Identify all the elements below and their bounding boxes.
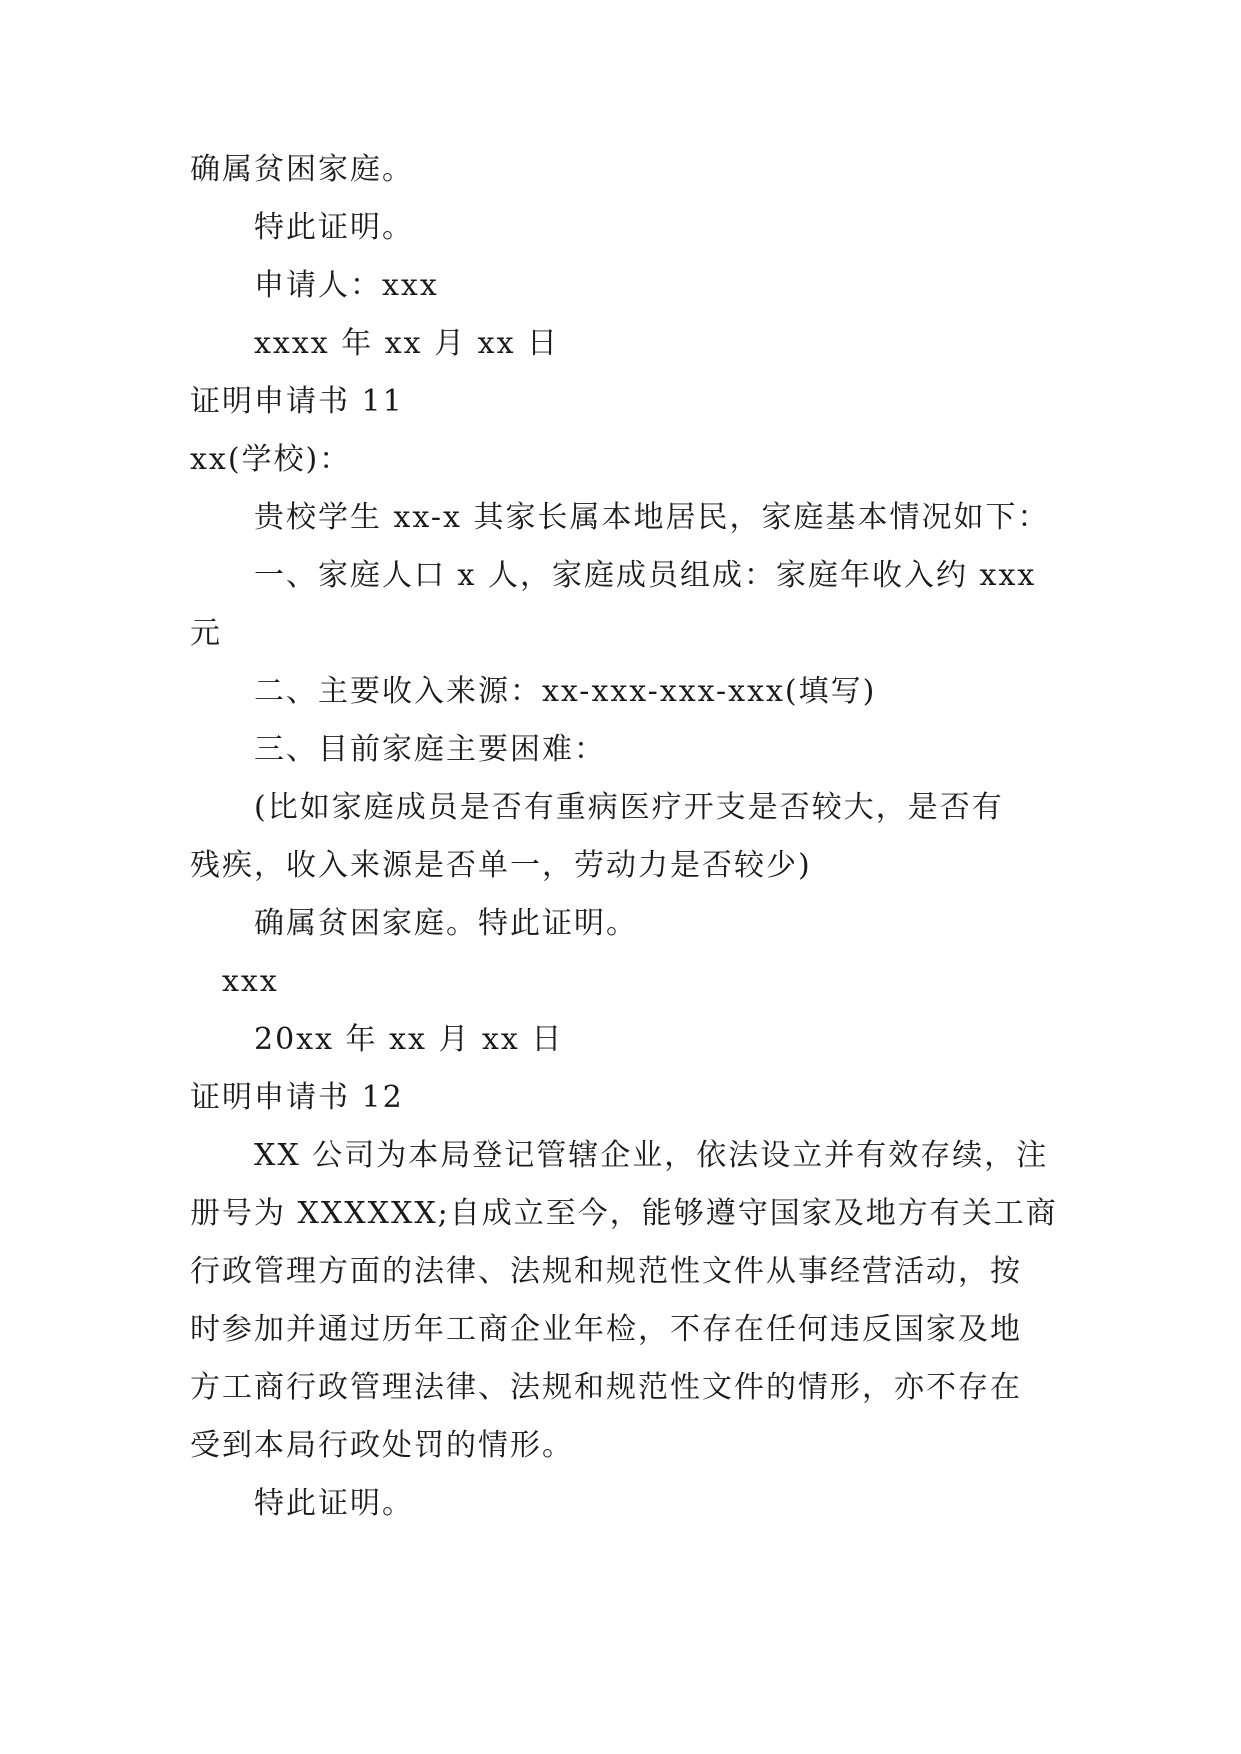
section-11-addressee: xx(学校)： <box>190 442 352 477</box>
prev-closing-text: 特此证明。 <box>254 210 414 245</box>
section-12-body-line-5: 方工商行政管理法律、法规和规范性文件的情形，亦不存在 <box>190 1370 1022 1405</box>
section-11-item-3: 三、目前家庭主要困难： <box>254 732 606 767</box>
section-12-body-line-1: XX 公司为本局登记管辖企业，依法设立并有效存续，注 <box>254 1138 1049 1173</box>
section-12-heading: 证明申请书 12 <box>190 1080 404 1115</box>
section-11-closing: 确属贫困家庭。特此证明。 <box>254 906 638 941</box>
section-12-body-line-4: 时参加并通过历年工商企业年检，不存在任何违反国家及地 <box>190 1312 1022 1347</box>
prev-applicant: 申请人：xxx <box>254 268 439 303</box>
section-11-note-cont: 残疾，收入来源是否单一，劳动力是否较少) <box>190 848 812 883</box>
prev-ending-text: 确属贫困家庭。 <box>190 152 414 187</box>
section-12-closing: 特此证明。 <box>254 1486 414 1521</box>
section-12-body-line-6: 受到本局行政处罚的情形。 <box>190 1428 574 1463</box>
section-12-body-line-3: 行政管理方面的法律、法规和规范性文件从事经营活动，按 <box>190 1254 1022 1289</box>
section-11-heading: 证明申请书 11 <box>190 384 404 419</box>
section-11-signer: xxx <box>222 964 279 999</box>
section-12-body-line-2: 册号为 XXXXXX;自成立至今，能够遵守国家及地方有关工商 <box>190 1196 1058 1231</box>
section-11-date: 20xx 年 xx 月 xx 日 <box>254 1022 564 1057</box>
section-11-intro: 贵校学生 xx-x 其家长属本地居民，家庭基本情况如下： <box>254 500 1050 535</box>
section-11-note: (比如家庭成员是否有重病医疗开支是否较大，是否有 <box>254 790 1004 825</box>
section-11-item-2: 二、主要收入来源：xx-xxx-xxx-xxx(填写) <box>254 674 877 709</box>
section-11-item-1-cont: 元 <box>190 616 222 651</box>
prev-date: xxxx 年 xx 月 xx 日 <box>254 326 560 361</box>
section-11-item-1: 一、家庭人口 x 人，家庭成员组成：家庭年收入约 xxx <box>254 558 1037 593</box>
